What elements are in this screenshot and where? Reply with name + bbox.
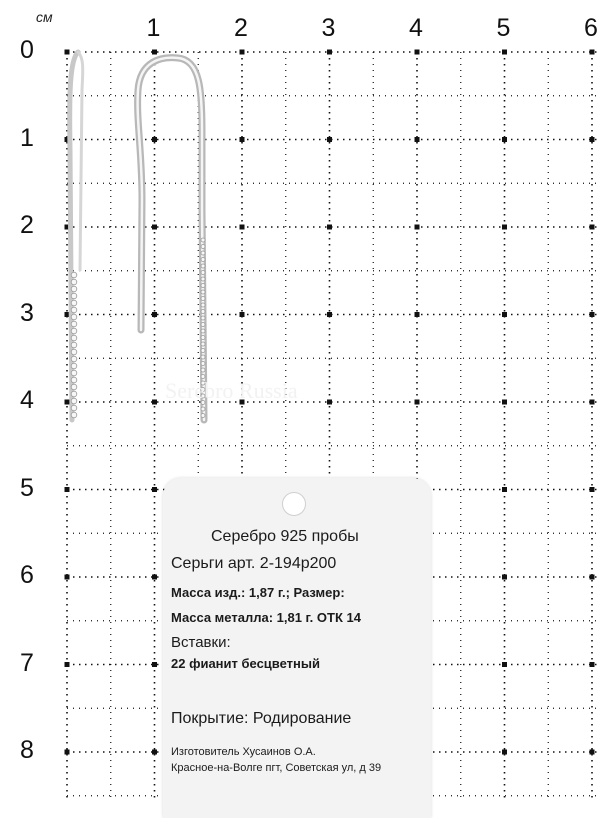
stone [201, 323, 205, 327]
grid-intersection [327, 50, 332, 55]
stones-side-row [71, 272, 77, 418]
stone [201, 264, 205, 268]
grid-intersection [65, 400, 70, 405]
grid-intersection [502, 225, 507, 230]
tag-coating: Покрытие: Родирование [171, 710, 352, 727]
stone [201, 355, 205, 359]
grid-intersection [327, 400, 332, 405]
grid-intersection [590, 662, 595, 667]
x-tick-label: 5 [496, 14, 511, 42]
stone [201, 342, 205, 346]
stone [201, 290, 205, 294]
tag-manufacturer: Изготовитель Хусаинов О.А. [171, 746, 316, 758]
grid-intersection [415, 312, 420, 317]
stone [201, 362, 205, 366]
y-tick-label: 2 [20, 211, 34, 239]
stone [71, 412, 77, 418]
grid-intersection [152, 487, 157, 492]
stone [201, 310, 205, 314]
grid-intersection [590, 312, 595, 317]
stone [71, 356, 77, 362]
grid-intersection [590, 137, 595, 142]
stone [71, 377, 77, 383]
grid-intersection [327, 225, 332, 230]
grid-intersection [590, 487, 595, 492]
grid-intersection [240, 225, 245, 230]
grid-intersection [590, 750, 595, 755]
stone [201, 284, 205, 288]
grid-intersection [502, 750, 507, 755]
stone [71, 405, 77, 411]
stone [71, 279, 77, 285]
unit-label: см [36, 9, 53, 25]
stone [71, 286, 77, 292]
earring-side-view [70, 52, 83, 420]
tag-title: Серебро 925 пробы [211, 528, 359, 545]
stone [71, 293, 77, 299]
stone [201, 277, 205, 281]
stone [201, 297, 205, 301]
y-tick-label: 0 [20, 36, 34, 64]
stone [71, 363, 77, 369]
stone [201, 349, 205, 353]
grid-intersection [240, 50, 245, 55]
stone [71, 328, 77, 334]
y-tick-label: 8 [20, 736, 34, 764]
grid-intersection [415, 400, 420, 405]
grid-intersection [502, 137, 507, 142]
stone [201, 329, 205, 333]
watermark-text: Serebro Russia [165, 378, 298, 403]
x-tick-label: 2 [234, 14, 248, 42]
tag-metal-mass: Масса металла: 1,81 г. ОТК 14 [171, 610, 361, 625]
stone [201, 251, 205, 255]
grid-intersection [502, 50, 507, 55]
stone [71, 272, 77, 278]
grid-intersection [590, 400, 595, 405]
grid-intersection [590, 50, 595, 55]
stone [71, 300, 77, 306]
grid-intersection [65, 487, 70, 492]
stone [71, 349, 77, 355]
tag-article: Серьги арт. 2-194р200 [171, 555, 337, 572]
earring-front-view [138, 58, 205, 420]
grid-intersection [152, 312, 157, 317]
stone [71, 342, 77, 348]
stone [71, 370, 77, 376]
grid-intersection [327, 312, 332, 317]
grid-intersection [590, 225, 595, 230]
grid-intersection [152, 575, 157, 580]
grid-intersection [65, 575, 70, 580]
grid-intersection [502, 312, 507, 317]
y-tick-label: 7 [20, 648, 34, 677]
y-tick-label: 3 [20, 298, 34, 327]
grid-intersection [502, 575, 507, 580]
stone [201, 316, 205, 320]
stone [201, 245, 205, 249]
stone [71, 384, 77, 390]
grid-intersection [65, 750, 70, 755]
grid-intersection [415, 50, 420, 55]
stone [71, 307, 77, 313]
product-tag [163, 478, 431, 818]
grid-intersection [240, 137, 245, 142]
grid-intersection [415, 137, 420, 142]
stone [71, 335, 77, 341]
stone [201, 258, 205, 262]
grid-intersection [152, 662, 157, 667]
grid-intersection [152, 50, 157, 55]
grid-intersection [327, 137, 332, 142]
stone [201, 238, 205, 242]
stone [71, 398, 77, 404]
grid-intersection [502, 662, 507, 667]
tag-hole [282, 492, 306, 516]
grid-intersection [65, 662, 70, 667]
grid-intersection [152, 400, 157, 405]
stone [71, 314, 77, 320]
y-tick-label: 5 [20, 473, 34, 502]
x-tick-label: 4 [409, 14, 423, 42]
tag-address: Красное-на-Волге пгт, Советская ул, д 39 [171, 762, 382, 774]
x-tick-label: 1 [146, 14, 161, 42]
grid-intersection [590, 575, 595, 580]
grid-intersection [152, 225, 157, 230]
stone [201, 407, 205, 411]
x-tick-label: 3 [321, 14, 336, 42]
y-tick-label: 4 [20, 386, 34, 414]
grid-intersection [502, 400, 507, 405]
tag-inserts: 22 фианит бесцветный [171, 656, 320, 671]
stone [201, 336, 205, 340]
y-tick-label: 6 [20, 561, 34, 589]
stone [71, 391, 77, 397]
grid-intersection [152, 137, 157, 142]
stone [201, 368, 205, 372]
grid-intersection [240, 312, 245, 317]
x-tick-label: 6 [584, 14, 598, 42]
stone [201, 414, 205, 418]
tag-mass: Масса изд.: 1,87 г.; Размер: [171, 585, 345, 600]
stone [201, 271, 205, 275]
y-tick-label: 1 [20, 123, 34, 152]
stone [71, 321, 77, 327]
grid-intersection [152, 750, 157, 755]
stone [201, 303, 205, 307]
grid-intersection [415, 225, 420, 230]
grid-intersection [502, 487, 507, 492]
grid-intersection [65, 50, 70, 55]
tag-inserts-heading: Вставки: [171, 634, 231, 651]
